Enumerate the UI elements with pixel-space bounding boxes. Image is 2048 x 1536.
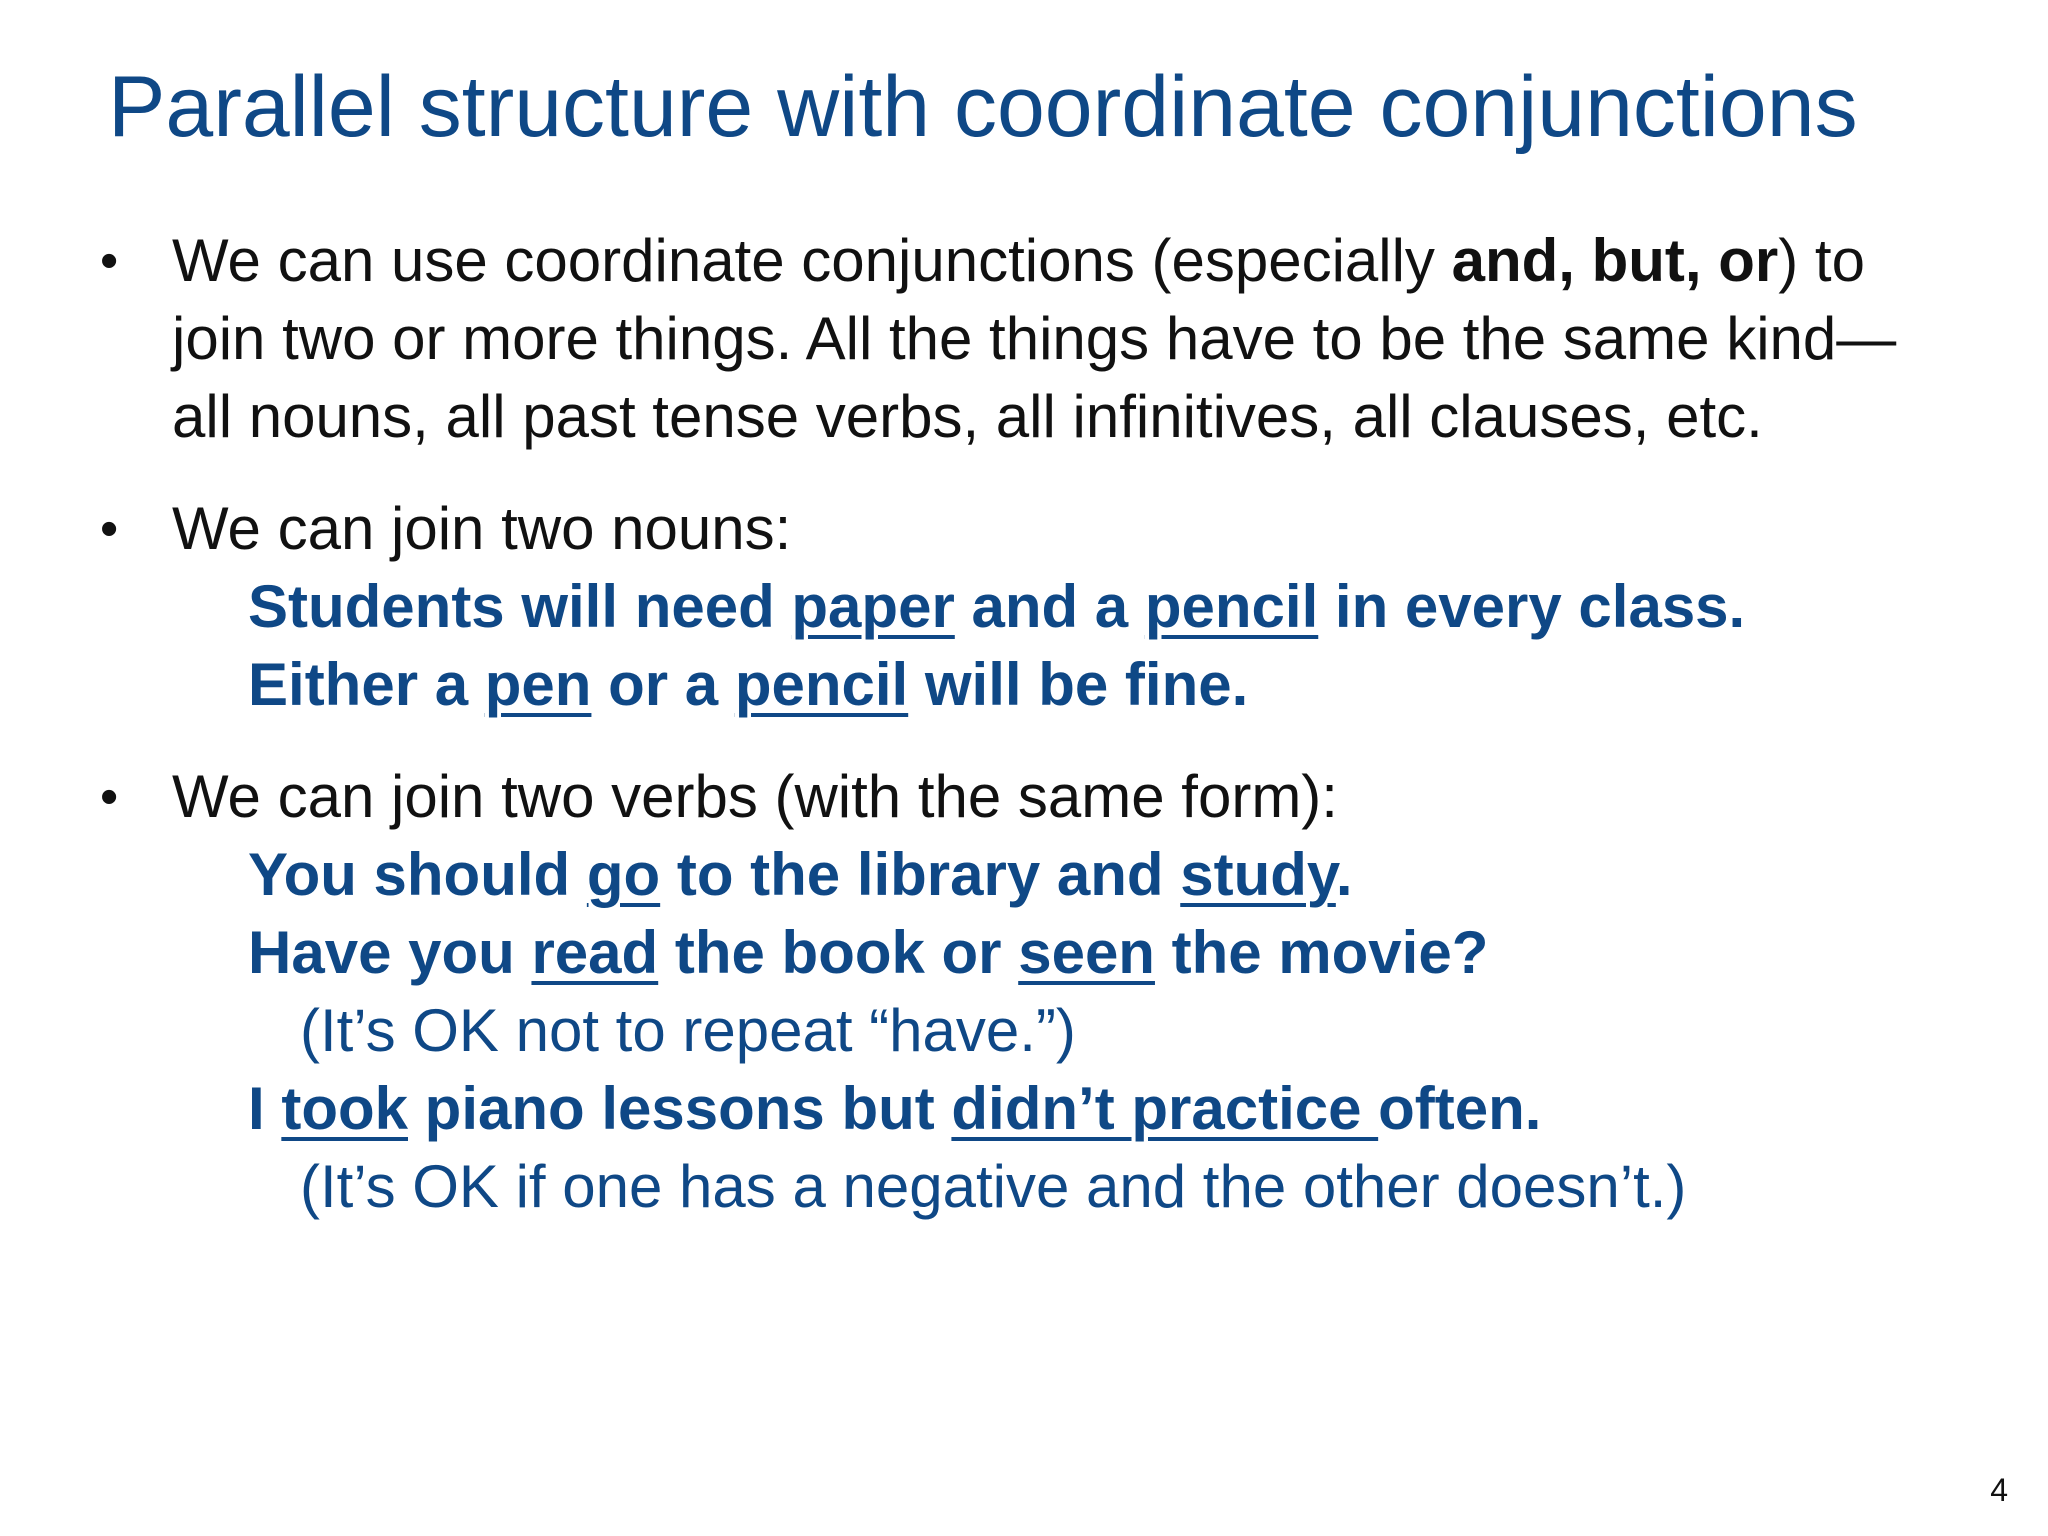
- bullet-text: We can join two nouns:: [172, 495, 792, 562]
- example-text: piano lessons but: [408, 1075, 952, 1142]
- bullet-item-conjunctions-intro: [0, 222, 1952, 456]
- example-text: .: [1335, 841, 1353, 908]
- example-text: often.: [1378, 1075, 1542, 1142]
- example-sentence: [172, 646, 1952, 724]
- underlined-word: pencil: [734, 651, 909, 718]
- example-text: and a: [954, 573, 1145, 640]
- example-sentence: [172, 1070, 1952, 1148]
- bullet-text: [172, 222, 1952, 456]
- example-text: will be fine.: [908, 651, 1249, 718]
- example-note: (It’s OK if one has a negative and the other doesn’t.): [300, 1153, 1687, 1220]
- example-text: I: [248, 1075, 282, 1142]
- underlined-word: study: [1180, 841, 1336, 908]
- bullet-text: We can join two verbs (with the same form):: [172, 763, 1338, 830]
- example-note: (It’s OK not to repeat “have.”): [300, 997, 1076, 1064]
- bullet-dot-icon: •: [100, 768, 119, 826]
- example-text: Students will need: [248, 573, 792, 640]
- example-text: You should: [248, 841, 587, 908]
- slide-title: Parallel structure with coordinate conjunctions: [108, 59, 1858, 155]
- bullet-dot-icon: •: [100, 232, 119, 290]
- example-text: or a: [591, 651, 735, 718]
- bullet-bold-conjunctions: and, but, or: [1451, 227, 1779, 294]
- example-text: the book or: [658, 919, 1019, 986]
- example-sentence: [172, 914, 1952, 992]
- underlined-word: pencil: [1144, 573, 1319, 640]
- example-sentence: [172, 568, 1952, 646]
- example-text: to the library and: [660, 841, 1181, 908]
- bullet-item-join-verbs: [0, 758, 1952, 1226]
- bullet-list: [0, 222, 2048, 1226]
- bullet-item-join-nouns: [0, 490, 1952, 724]
- underlined-word: didn’t practice: [951, 1075, 1379, 1142]
- bullet-text-after: ) to join two or more things. All the things have to be the same kind—all nouns, all past tense verbs, all infinitives, all clauses, etc.: [172, 227, 1897, 450]
- example-sentence: [172, 836, 1952, 914]
- underlined-word: read: [531, 919, 659, 986]
- example-text: in every class.: [1318, 573, 1746, 640]
- example-text: Either a: [248, 651, 485, 718]
- bullet-dot-icon: •: [100, 500, 119, 558]
- underlined-word: go: [586, 841, 661, 908]
- underlined-word: took: [281, 1075, 408, 1142]
- underlined-word: paper: [791, 573, 955, 640]
- underlined-word: seen: [1018, 919, 1155, 986]
- page-number: 4: [1990, 1472, 2008, 1508]
- bullet-text-before: We can use coordinate conjunctions (especially: [172, 227, 1452, 294]
- example-text: the movie?: [1154, 919, 1489, 986]
- example-text: Have you: [248, 919, 532, 986]
- underlined-word: pen: [484, 651, 592, 718]
